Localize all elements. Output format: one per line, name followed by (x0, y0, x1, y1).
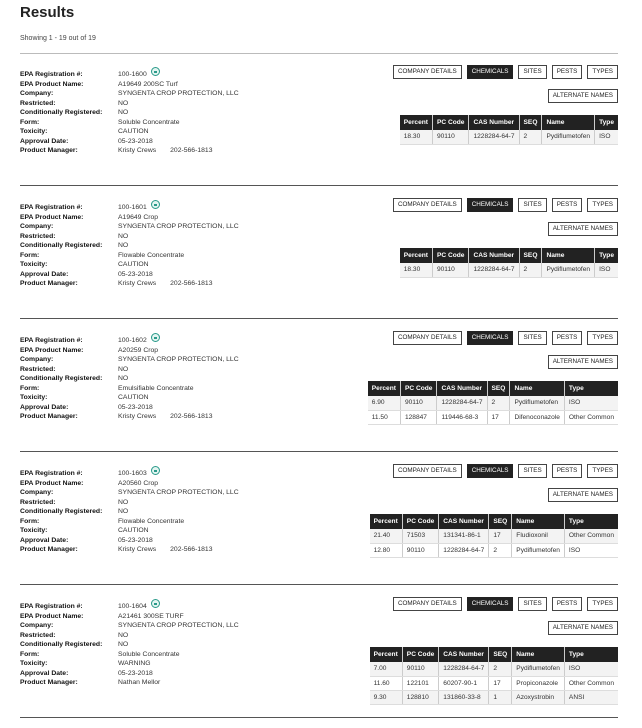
cell-name: Pydiflumetofen (542, 130, 595, 144)
toxicity-label: Toxicity: (20, 660, 48, 667)
alternate-names-button[interactable]: ALTERNATE NAMES (548, 488, 618, 502)
product-name: A20560 Crop (118, 479, 159, 487)
types-button[interactable]: TYPES (587, 331, 618, 345)
cell-name: Pydiflumetofen (542, 263, 595, 277)
manager-phone: 202-566-1813 (170, 147, 213, 154)
company-details-button[interactable]: COMPANY DETAILS (393, 597, 462, 611)
company-details-button[interactable]: COMPANY DETAILS (393, 198, 462, 212)
col-type: Type (564, 381, 618, 396)
manager-label: Product Manager: (20, 280, 78, 287)
company-name: SYNGENTA CROP PROTECTION, LLC (118, 622, 239, 629)
cell-type: ANSI (564, 690, 618, 704)
product-label: EPA Product Name: (20, 346, 84, 354)
cell-pc-code: 122101 (402, 676, 438, 690)
manager-label: Product Manager: (20, 546, 78, 553)
cell-cas-number: 119446-68-3 (437, 410, 487, 424)
cell-pc-code: 90110 (400, 396, 436, 410)
restricted-label: Restricted: (20, 232, 56, 240)
epa-seal-icon[interactable] (151, 200, 160, 209)
restricted-value: NO (118, 99, 129, 107)
col-pc-code: PC Code (402, 647, 438, 662)
cell-seq: 2 (487, 396, 510, 410)
chemicals-button[interactable]: CHEMICALS (467, 464, 514, 478)
col-pc-code: PC Code (432, 248, 468, 263)
form-label: Form: (20, 251, 40, 259)
cell-name: Pydiflumetofen (512, 543, 565, 557)
cell-cas-number: 131860-33-8 (439, 690, 489, 704)
company-details-button[interactable]: COMPANY DETAILS (393, 65, 462, 79)
cell-pc-code: 90110 (432, 263, 468, 277)
approval-label: Approval Date: (20, 137, 69, 145)
epa-seal-icon[interactable] (151, 466, 160, 475)
form-label: Form: (20, 384, 40, 392)
pests-button[interactable]: PESTS (552, 198, 583, 212)
chemicals-table (368, 381, 618, 425)
sites-button[interactable]: SITES (518, 597, 546, 611)
conditional-value: NO (118, 242, 129, 249)
company-label: Company: (20, 356, 54, 363)
product-details (20, 469, 239, 555)
col-seq: SEQ (489, 647, 512, 662)
col-name: Name (542, 248, 595, 263)
col-name: Name (542, 115, 595, 130)
table-header-row (400, 115, 618, 130)
cell-cas-number: 60207-90-1 (439, 676, 489, 690)
cell-seq: 17 (487, 410, 510, 424)
col-cas-number: CAS Number (437, 381, 487, 396)
chemicals-button[interactable]: CHEMICALS (467, 597, 514, 611)
cell-cas-number: 1228284-64-7 (439, 662, 489, 676)
col-name: Name (512, 514, 565, 529)
table-header-row (400, 248, 618, 263)
table-header-row (368, 381, 618, 396)
conditional-label: Conditionally Registered: (20, 375, 103, 382)
conditional-value: NO (118, 109, 129, 116)
product-name: A19649 200SC Turf (118, 80, 178, 88)
col-cas-number: CAS Number (439, 647, 489, 662)
form-value: Flowable Concentrate (118, 517, 185, 525)
cell-cas-number: 1228284-64-7 (469, 130, 519, 144)
reg-label: EPA Registration #: (20, 337, 83, 344)
cell-type: ISO (595, 263, 618, 277)
reg-number: 100-1601 (118, 204, 147, 211)
company-label: Company: (20, 489, 54, 496)
page-title: Results (20, 4, 75, 21)
approval-date: 05-23-2018 (118, 536, 153, 544)
approval-date: 05-23-2018 (118, 403, 153, 411)
cell-percent: 11.50 (368, 410, 401, 424)
restricted-label: Restricted: (20, 365, 56, 373)
cell-pc-code: 90110 (402, 662, 438, 676)
reg-label: EPA Registration #: (20, 603, 83, 610)
col-seq: SEQ (489, 514, 512, 529)
cell-seq: 2 (519, 130, 542, 144)
cell-cas-number: 1228284-64-7 (469, 263, 519, 277)
form-label: Form: (20, 650, 40, 658)
epa-seal-icon[interactable] (151, 67, 160, 76)
manager-name: Kristy Crews (118, 280, 157, 287)
company-label: Company: (20, 622, 54, 629)
result-record (20, 586, 618, 718)
sites-button[interactable]: SITES (518, 464, 546, 478)
approval-date: 05-23-2018 (118, 137, 153, 145)
table-row (368, 410, 618, 424)
form-value: Soluble Concentrate (118, 118, 180, 126)
product-name: A19649 Crop (118, 213, 159, 221)
conditional-label: Conditionally Registered: (20, 641, 103, 648)
cell-name: Fludioxonil (512, 529, 565, 543)
col-pc-code: PC Code (400, 381, 436, 396)
alternate-names-button[interactable]: ALTERNATE NAMES (548, 621, 618, 635)
alternate-names-button[interactable]: ALTERNATE NAMES (548, 355, 618, 369)
table-header-row (370, 514, 618, 529)
epa-seal-icon[interactable] (151, 333, 160, 342)
alternate-names-button[interactable]: ALTERNATE NAMES (548, 222, 618, 236)
chemicals-button[interactable]: CHEMICALS (467, 65, 514, 79)
company-name: SYNGENTA CROP PROTECTION, LLC (118, 90, 239, 97)
chemicals-table (370, 514, 618, 558)
approval-date: 05-23-2018 (118, 270, 153, 278)
cell-percent: 21.40 (370, 529, 403, 543)
form-value: Emulsifiable Concentrate (118, 384, 194, 392)
chemicals-button[interactable]: CHEMICALS (467, 331, 514, 345)
table-row (370, 662, 618, 676)
table-row (368, 396, 618, 410)
restricted-label: Restricted: (20, 631, 56, 639)
col-cas-number: CAS Number (469, 115, 519, 130)
record-tabs (393, 331, 618, 345)
reg-number: 100-1600 (118, 71, 147, 78)
sites-button[interactable]: SITES (518, 198, 546, 212)
company-name: SYNGENTA CROP PROTECTION, LLC (118, 489, 239, 496)
types-button[interactable]: TYPES (587, 65, 618, 79)
restricted-value: NO (118, 498, 129, 506)
conditional-value: NO (118, 508, 129, 515)
sites-button[interactable]: SITES (518, 65, 546, 79)
restricted-label: Restricted: (20, 99, 56, 107)
reg-label: EPA Registration #: (20, 204, 83, 211)
toxicity-value: WARNING (118, 660, 151, 667)
toxicity-label: Toxicity: (20, 261, 48, 268)
col-type: Type (595, 248, 618, 263)
epa-seal-icon[interactable] (151, 599, 160, 608)
col-percent: Percent (400, 115, 433, 130)
col-pc-code: PC Code (432, 115, 468, 130)
conditional-label: Conditionally Registered: (20, 109, 103, 116)
record-tabs (393, 464, 618, 478)
cell-seq: 1 (489, 690, 512, 704)
alternate-names-button[interactable]: ALTERNATE NAMES (548, 89, 618, 103)
col-seq: SEQ (519, 115, 542, 130)
table-row (370, 529, 618, 543)
product-details (20, 602, 239, 688)
table-header-row (370, 647, 618, 662)
product-label: EPA Product Name: (20, 80, 84, 88)
col-cas-number: CAS Number (439, 514, 489, 529)
col-percent: Percent (368, 381, 401, 396)
manager-name: Nathan Mellor (118, 679, 161, 686)
reg-number: 100-1603 (118, 470, 147, 477)
cell-cas-number: 131341-86-1 (439, 529, 489, 543)
cell-type: ISO (564, 396, 618, 410)
chemicals-table (400, 248, 618, 278)
col-percent: Percent (370, 514, 403, 529)
product-name: A20259 Crop (118, 346, 159, 354)
conditional-value: NO (118, 641, 129, 648)
manager-name: Kristy Crews (118, 147, 157, 154)
cell-seq: 17 (489, 529, 512, 543)
form-value: Flowable Concentrate (118, 251, 185, 259)
company-label: Company: (20, 90, 54, 97)
cell-cas-number: 1228284-64-7 (439, 543, 489, 557)
pests-button[interactable]: PESTS (552, 464, 583, 478)
col-percent: Percent (400, 248, 433, 263)
pests-button[interactable]: PESTS (552, 65, 583, 79)
col-type: Type (564, 514, 618, 529)
product-label: EPA Product Name: (20, 479, 84, 487)
cell-type: ISO (564, 543, 618, 557)
company-name: SYNGENTA CROP PROTECTION, LLC (118, 223, 239, 230)
toxicity-label: Toxicity: (20, 128, 48, 135)
manager-name: Kristy Crews (118, 546, 157, 553)
cell-name: Propiconazole (512, 676, 565, 690)
toxicity-value: CAUTION (118, 128, 149, 135)
product-name: A21461 300SE TURF (118, 612, 184, 620)
cell-seq: 17 (489, 676, 512, 690)
cell-type: ISO (564, 662, 618, 676)
col-seq: SEQ (519, 248, 542, 263)
toxicity-label: Toxicity: (20, 527, 48, 534)
table-row (370, 543, 618, 557)
manager-phone: 202-566-1813 (170, 413, 213, 420)
pests-button[interactable]: PESTS (552, 597, 583, 611)
conditional-label: Conditionally Registered: (20, 508, 103, 515)
toxicity-value: CAUTION (118, 261, 149, 268)
cell-percent: 18.30 (400, 263, 433, 277)
approval-date: 05-23-2018 (118, 669, 153, 677)
table-row (370, 690, 618, 704)
toxicity-value: CAUTION (118, 527, 149, 534)
product-label: EPA Product Name: (20, 612, 84, 620)
table-row (370, 676, 618, 690)
approval-label: Approval Date: (20, 270, 69, 278)
col-type: Type (564, 647, 618, 662)
results-count: Showing 1 - 19 out of 19 (20, 35, 96, 42)
result-record (20, 320, 618, 452)
col-pc-code: PC Code (402, 514, 438, 529)
table-row (400, 130, 618, 144)
sites-button[interactable]: SITES (518, 331, 546, 345)
restricted-value: NO (118, 232, 129, 240)
types-button[interactable]: TYPES (587, 597, 618, 611)
manager-label: Product Manager: (20, 413, 78, 420)
reg-label: EPA Registration #: (20, 71, 83, 78)
cell-name: Azoxystrobin (512, 690, 565, 704)
record-tabs (393, 597, 618, 611)
product-details (20, 336, 239, 422)
col-cas-number: CAS Number (469, 248, 519, 263)
manager-label: Product Manager: (20, 147, 78, 154)
restricted-value: NO (118, 365, 129, 373)
cell-seq: 2 (489, 543, 512, 557)
cell-type: ISO (595, 130, 618, 144)
col-name: Name (512, 647, 565, 662)
manager-phone: 202-566-1813 (170, 280, 213, 287)
result-record (20, 187, 618, 319)
cell-type: Other Common (564, 410, 618, 424)
company-details-button[interactable]: COMPANY DETAILS (393, 331, 462, 345)
approval-label: Approval Date: (20, 669, 69, 677)
product-label: EPA Product Name: (20, 213, 84, 221)
reg-number: 100-1604 (118, 603, 147, 610)
cell-pc-code: 128847 (400, 410, 436, 424)
cell-type: Other Common (564, 529, 618, 543)
company-label: Company: (20, 223, 54, 230)
cell-percent: 18.30 (400, 130, 433, 144)
cell-percent: 12.80 (370, 543, 403, 557)
cell-pc-code: 90110 (432, 130, 468, 144)
approval-label: Approval Date: (20, 536, 69, 544)
col-type: Type (595, 115, 618, 130)
col-seq: SEQ (487, 381, 510, 396)
cell-percent: 6.90 (368, 396, 401, 410)
restricted-value: NO (118, 631, 129, 639)
result-record (20, 453, 618, 585)
conditional-value: NO (118, 375, 129, 382)
chemicals-button[interactable]: CHEMICALS (467, 198, 514, 212)
types-button[interactable]: TYPES (587, 464, 618, 478)
reg-label: EPA Registration #: (20, 470, 83, 477)
cell-cas-number: 1228284-64-7 (437, 396, 487, 410)
reg-number: 100-1602 (118, 337, 147, 344)
cell-percent: 11.60 (370, 676, 403, 690)
toxicity-value: CAUTION (118, 394, 149, 401)
cell-percent: 9.30 (370, 690, 403, 704)
company-name: SYNGENTA CROP PROTECTION, LLC (118, 356, 239, 363)
cell-percent: 7.00 (370, 662, 403, 676)
manager-phone: 202-566-1813 (170, 546, 213, 553)
company-details-button[interactable]: COMPANY DETAILS (393, 464, 462, 478)
record-tabs (393, 198, 618, 212)
cell-pc-code: 90110 (402, 543, 438, 557)
cell-pc-code: 128810 (402, 690, 438, 704)
record-tabs (393, 65, 618, 79)
toxicity-label: Toxicity: (20, 394, 48, 401)
col-name: Name (510, 381, 564, 396)
cell-seq: 2 (519, 263, 542, 277)
form-label: Form: (20, 517, 40, 525)
cell-name: Pydiflumetofen (512, 662, 565, 676)
cell-seq: 2 (489, 662, 512, 676)
conditional-label: Conditionally Registered: (20, 242, 103, 249)
col-percent: Percent (370, 647, 403, 662)
table-row (400, 263, 618, 277)
manager-name: Kristy Crews (118, 413, 157, 420)
restricted-label: Restricted: (20, 498, 56, 506)
form-label: Form: (20, 118, 40, 126)
chemicals-table (400, 115, 618, 145)
approval-label: Approval Date: (20, 403, 69, 411)
cell-name: Difenoconazole (510, 410, 564, 424)
product-details (20, 203, 239, 289)
product-details (20, 70, 239, 156)
cell-type: Other Common (564, 676, 618, 690)
pests-button[interactable]: PESTS (552, 331, 583, 345)
result-record (20, 54, 618, 186)
types-button[interactable]: TYPES (587, 198, 618, 212)
manager-label: Product Manager: (20, 679, 78, 686)
cell-pc-code: 71503 (402, 529, 438, 543)
chemicals-table (370, 647, 618, 705)
form-value: Soluble Concentrate (118, 650, 180, 658)
cell-name: Pydiflumetofen (510, 396, 564, 410)
